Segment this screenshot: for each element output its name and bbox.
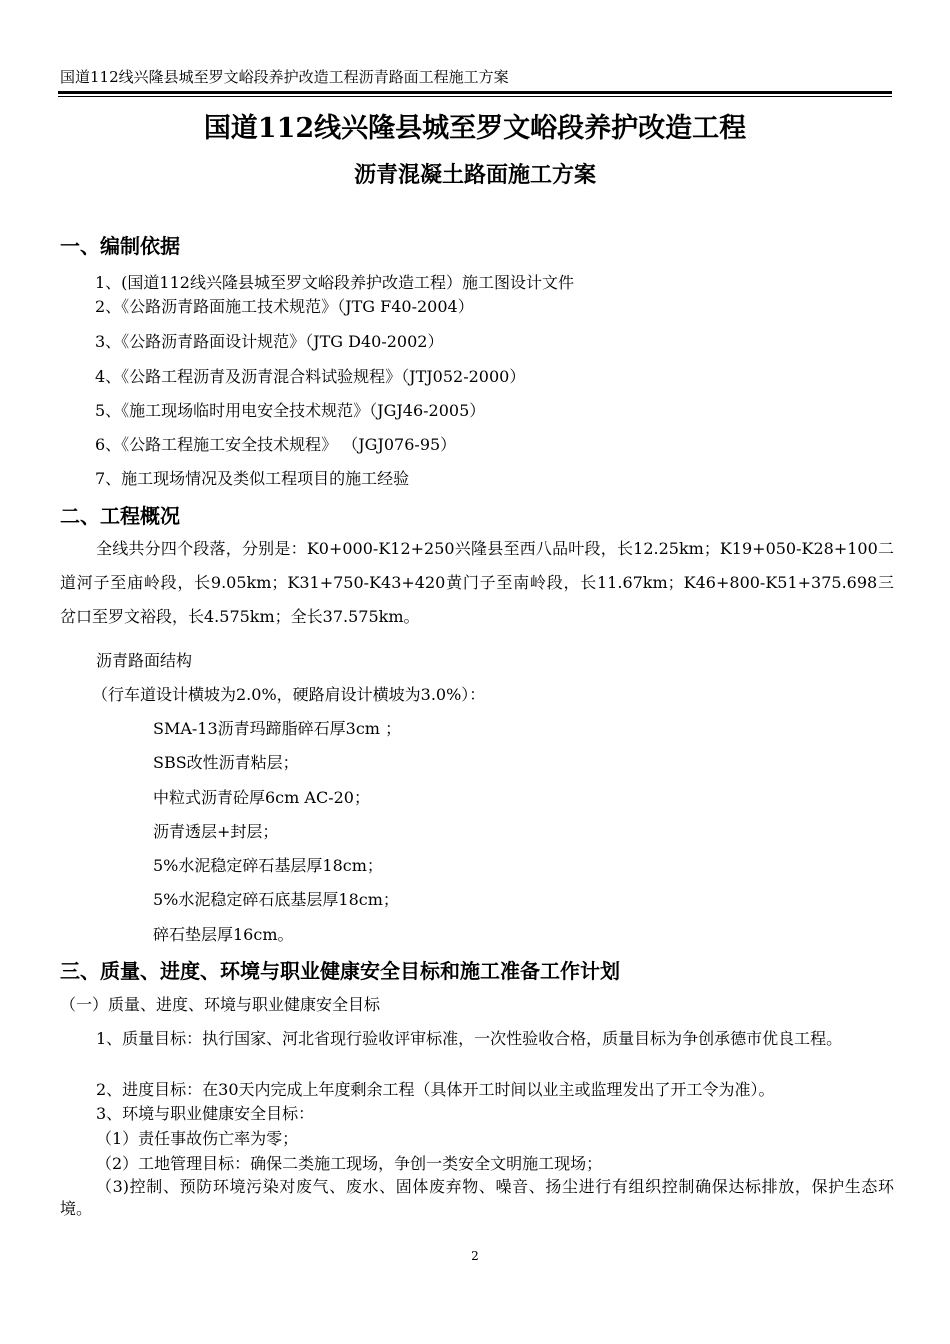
section-heading-overview: 二、工程概况: [60, 504, 180, 528]
list-item: 4、《公路工程沥青及沥青混合料试验规程》（JTJ052-2000）: [95, 367, 526, 386]
section-heading-goals: 三、质量、进度、环境与职业健康安全目标和施工准备工作计划: [60, 959, 620, 983]
subsection-heading: （一）质量、进度、环境与职业健康安全目标: [60, 995, 381, 1014]
list-item: 7、施工现场情况及类似工程项目的施工经验: [95, 469, 410, 488]
document-subtitle: 沥青混凝土路面施工方案: [353, 162, 596, 188]
document-title: 国道112线兴隆县城至罗文峪段养护改造工程: [203, 113, 747, 144]
env-goal-item: （1）责任事故伤亡率为零；: [96, 1129, 299, 1148]
layer-item: 中粒式沥青砼厚6cm AC-20；: [153, 788, 370, 807]
header-rule-thin: [58, 96, 892, 97]
schedule-goal: 2、进度目标：在30天内完成上年度剩余工程（具体开工时间以业主或监理发出了开工令为准）。: [96, 1080, 775, 1099]
layer-item: 碎石垫层厚16cm。: [153, 925, 294, 944]
list-item: 1、(国道112线兴隆县城至罗文峪段养护改造工程）施工图设计文件: [95, 273, 574, 292]
list-item: 3、《公路沥青路面设计规范》（JTG D40-2002）: [95, 332, 444, 351]
page-number: 2: [471, 1249, 479, 1263]
structure-label: 沥青路面结构: [96, 651, 193, 670]
env-goal-item: （3)控制、预防环境污染对废气、废水、固体废弃物、噪音、扬尘进行有组织控制确保达标排放，保护生态环境。: [60, 1177, 894, 1218]
overview-paragraph: 全线共分四个段落，分别是：K0+000-K12+250兴隆县至西八品叶段，长12.25km；K19+050-K28+100二道河子至庙岭段，长9.05km；K31+750-K43+420黄门子至南岭段，长11.67km；K46+800-K51+375.698三岔口至罗文裕段，长4.575km；全长37.575km。: [60, 539, 894, 626]
list-item: 5、《施工现场临时用电安全技术规范》（JGJ46-2005）: [95, 401, 486, 420]
layer-item: SBS改性沥青粘层；: [153, 753, 299, 772]
layer-item: 5%水泥稳定碎石基层厚18cm；: [153, 856, 383, 875]
section-heading-basis: 一、编制依据: [60, 234, 180, 258]
header-rule-thick: [58, 91, 892, 94]
slope-note: （行车道设计横坡为2.0%，硬路肩设计横坡为3.0%）：: [92, 685, 486, 704]
list-item: 6、《公路工程施工安全技术规程》 （JGJ076-95）: [95, 435, 457, 454]
layer-item: 沥青透层+封层；: [153, 822, 279, 841]
running-header: 国道112线兴隆县城至罗文峪段养护改造工程沥青路面工程施工方案: [60, 68, 509, 86]
layer-item: 5%水泥稳定碎石底基层厚18cm；: [153, 890, 399, 909]
layer-item: SMA-13沥青玛蹄脂碎石厚3cm ；: [153, 719, 402, 738]
quality-goal: 1、质量目标：执行国家、河北省现行验收评审标准，一次性验收合格，质量目标为争创承德市优良工程。: [96, 1029, 843, 1048]
env-goal-label: 3、环境与职业健康安全目标：: [96, 1104, 315, 1123]
env-goal-item: （2）工地管理目标：确保二类施工现场，争创一类安全文明施工现场；: [96, 1154, 603, 1173]
list-item: 2、《公路沥青路面施工技术规范》（JTG F40-2004）: [95, 297, 474, 316]
